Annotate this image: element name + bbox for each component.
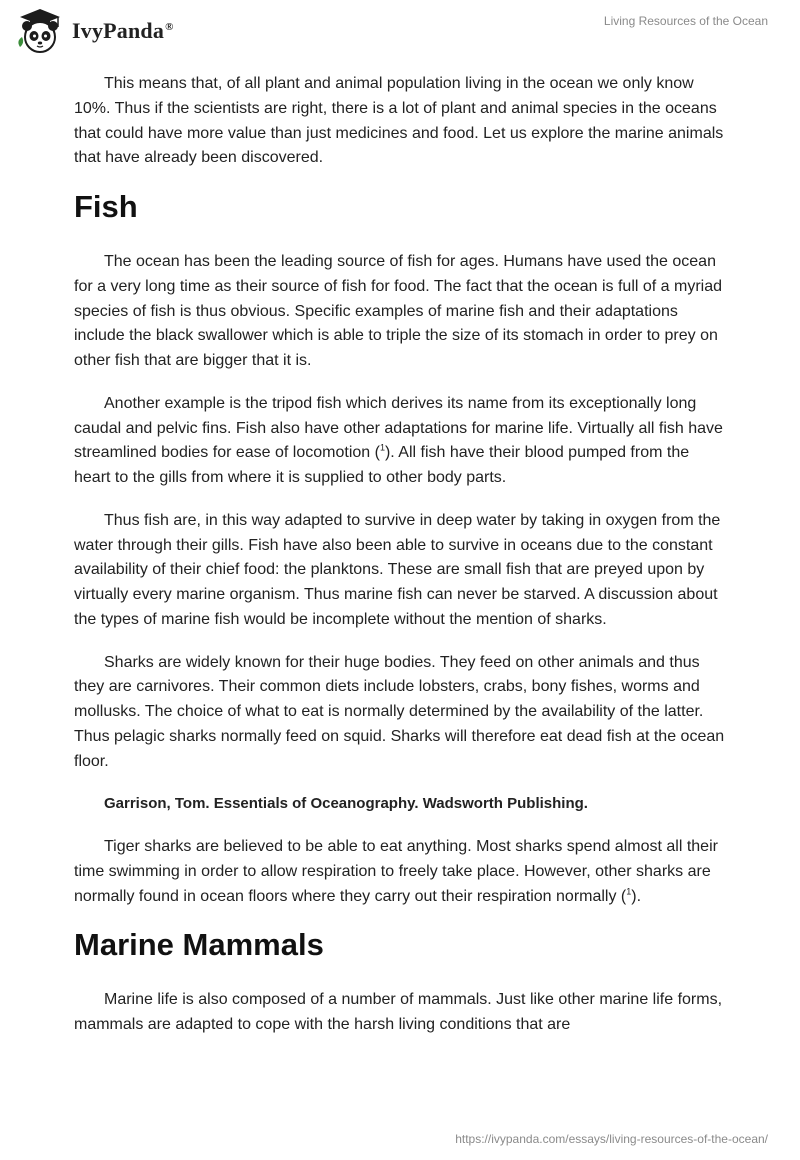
panda-logo-icon [14,7,66,55]
reference-entry: Garrison, Tom. Essentials of Oceanography. Wadsworth Publishing. [104,795,588,813]
brand-logo[interactable] [14,7,174,55]
article-body [74,72,726,1056]
page-header [0,0,800,60]
citation-marker[interactable]: 1 [626,886,632,897]
paragraph: Tiger sharks are believed to be able to eat anything. Most sharks spend almost all their time swimming in order to allow respiration to freely take place. However, other sharks are normally found in ocean floors where they carry out their respiration normally ($^1$). [74,838,718,905]
brand-name: IvyPanda® [72,18,174,43]
paragraph: Another example is the tripod fish which derives its name from its exceptionally long caudal and pelvic fins. Fish also have other adaptations for marine life. Virtually all fish have streamlined bodies for ease of locomotion ($^1$). All fish have their blood pumped from the heart to the gills from where it is supplied to other body parts. [74,394,723,486]
citation-marker[interactable]: 1 [379,442,385,453]
source-url[interactable]: https://ivypanda.com/essays/living-resources-of-the-ocean/ [455,1132,768,1146]
paragraph: Marine life is also composed of a number of mammals. Just like other marine life forms, mammals are adapted to cope with the harsh living conditions that are [74,991,723,1033]
section-heading-fish: Fish [74,189,138,224]
section-heading-marine-mammals: Marine Mammals [74,927,324,963]
paragraph: This means that, of all plant and animal population living in the ocean we only know 10%. Thus if the scientists are right, there is a lot of plant and animal species in the oceans that could have more value than just medicines and food. Let us explore the marine animals that have already been discovered. [74,75,724,167]
paragraph: The ocean has been the leading source of fish for ages. Humans have used the ocean for a very long time as their source of fish for food. The fact that the ocean is full of a myriad species of fish is thus obvious. Specific examples of marine fish and their adaptations include the black swallower which is able to triple the size of its stomach in order to prey on other fish that are bigger that it is. [74,253,723,369]
paragraph: Thus fish are, in this way adapted to survive in deep water by taking in oxygen from the water through their gills. Fish have also been able to survive in oceans due to the constant availability of their chief food: the planktons. These are small fish that are preyed upon by virtually every marine organism. Thus marine fish can never be starved. A discussion about the types of marine fish would be incomplete without the mention of sharks. [74,511,721,628]
document-title: Living Resources of the Ocean [603,14,768,28]
paragraph: Sharks are widely known for their huge bodies. They feed on other animals and thus they are carnivores. Their common diets include lobsters, crabs, bony fishes, worms and mollusks. The choice of what to eat is normally determined by the availability of the latter. Thus pelagic sharks normally feed on squid. Sharks will therefore eat dead fish at the ocean floor. [74,653,725,770]
